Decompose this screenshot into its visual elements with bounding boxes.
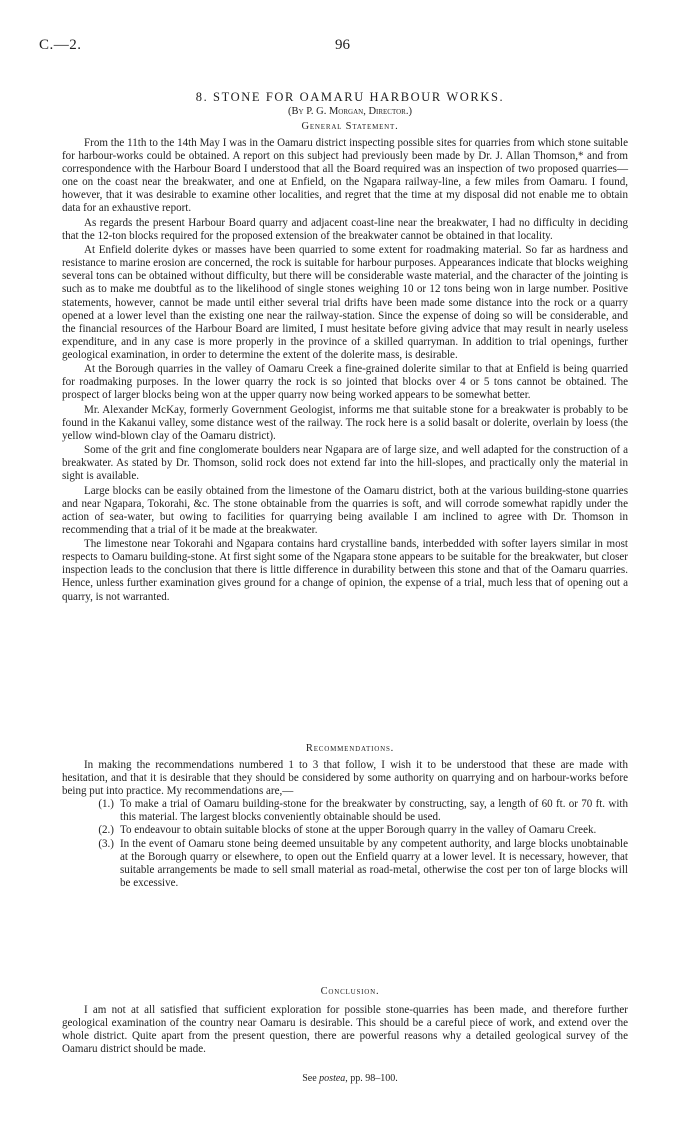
body-text bbox=[62, 137, 628, 605]
recommendation-text: To make a trial of Oamaru building-stone for the breakwater by constructing, say, a length of 60 ft. or 70 ft. with this material. The largest blocks conveniently obtainable should be used. bbox=[120, 798, 628, 824]
paragraph: As regards the present Harbour Board quarry and adjacent coast-line near the breakwater, I had no difficulty in deciding that the 12-ton blocks required for the proposed extension of the breakwater cannot be obtained in that locality. bbox=[62, 216, 628, 242]
recommendations-section bbox=[62, 759, 628, 890]
paragraph: Large blocks can be easily obtained from the limestone of the Oamaru district, both at the various building-stone quarries and near Ngapara, Tokorahi, &c. The stone obtainable from the quarries is soft, and will corrode somewhat rapidly under the action of sea-water, but owing to facilities for quarrying being available I am inclined to agree with Dr. Thomson in recommending that a trial of it be made at the breakwater. bbox=[62, 484, 628, 536]
recommendations-intro: In making the recommendations numbered 1 to 3 that follow, I wish it to be understood that these are made with hesitation, and that it is desirable that they should be considered by some authority on quarrying and on harbour-works before being put into practice. My recommendations are,— bbox=[62, 759, 628, 798]
conclusion-section bbox=[62, 1004, 628, 1058]
recommendation-number: (3.) bbox=[98, 837, 114, 850]
paragraph: At the Borough quarries in the valley of Oamaru Creek a fine-grained dolerite similar to that at Enfield is being quarried for roadmaking purposes. In the lower quarry the rock is so jointed that blocks over 4 or 5 tons cannot be obtained. The prospect of larger blocks being won at the upper quarry now being worked appears to be somewhat better. bbox=[62, 363, 628, 402]
recommendation-item bbox=[62, 838, 628, 890]
footnote-prefix: See bbox=[302, 1073, 320, 1084]
footnote-suffix: , pp. 98–100. bbox=[345, 1073, 398, 1084]
recommendation-number: (2.) bbox=[98, 824, 114, 837]
paragraph: From the 11th to the 14th May I was in the Oamaru district inspecting possible sites for quarries from which stone suitable for harbour-works could be obtained. A report on this subject had previously been made by Dr. J. Allan Thomson,* and from correspondence with the Harbour Board I understood that all the Board required was an inspection of two proposed quarries—one on the coast near the breakwater, and one at Enfield, on the Ngapara railway-line, a few miles from Oamaru. I found, however, that it was desirable to examine other localities, and regret that the time at my disposal did not enable me to obtain data for an exhaustive report. bbox=[62, 137, 628, 215]
recommendation-number: (1.) bbox=[98, 798, 114, 811]
paragraph: Mr. Alexander McKay, formerly Government Geologist, informs me that suitable stone for a breakwater is probably to be found in the Kakanui valley, some distance west of the railway. The rock here is a solid basalt or dolerite, overlain by loess (the yellow wind-blown clay of the Oamaru district). bbox=[62, 403, 628, 442]
recommendation-item bbox=[62, 824, 628, 837]
paragraph: At Enfield dolerite dykes or masses have been quarried to some extent for roadmaking material. So far as hardness and resistance to marine erosion are concerned, the rock is suitable for harbour purposes. Appearances indicate that blocks weighing several tons can be obtained without difficulty, but there will be considerable waste material, and the character of the jointing is such as to make me doubtful as to the likelihood of single stones weighing 10 or 12 tons being won in large number. Positive statements, however, cannot be made until either several trial drifts have been made some distance into the rock or a quarry opened at a lower level than the existing one near the railway-station. Since the expense of doing so will be considerable, and the financial resources of the Harbour Board are limited, I must hesitate before giving advice that may result in nearly useless expenditure, and in any case is more properly in the province of a skilled quarryman. In addition to trial openings, further geological examination, in order to determine the extent of the dolerite mass, is desirable. bbox=[62, 244, 628, 361]
page-number: 96 bbox=[335, 37, 350, 53]
paragraph: Some of the grit and fine conglomerate boulders near Ngapara are of large size, and well adapted for the construction of a breakwater. As stated by Dr. Thomson, solid rock does not extend far into the hill-slopes, and practically only the material in sight is available. bbox=[62, 444, 628, 483]
recommendation-item bbox=[62, 798, 628, 824]
footnote-italic: postea bbox=[319, 1073, 346, 1084]
recommendation-text: To endeavour to obtain suitable blocks of stone at the upper Borough quarry in the valley of Oamaru Creek. bbox=[120, 824, 597, 837]
recommendation-text: In the event of Oamaru stone being deemed unsuitable by any competent authority, and large blocks unobtainable at the Borough quarry or elsewhere, to open out the Enfield quarry at a lower level. It is necessary, however, that suitable arrangements be made to sell small material as road-metal, otherwise the cost per ton of large blocks will be excessive. bbox=[120, 837, 628, 889]
footnote bbox=[0, 1073, 700, 1084]
paragraph: The limestone near Tokorahi and Ngapara contains hard crystalline bands, interbedded with softer layers similar in most respects to Oamaru building-stone. At first sight some of the Ngapara stone appears to be suitable for the breakwater, but closer inspection leads to the conclusion that there is little difference in durability between this stone and that of the Oamaru quarries. Hence, unless further examination gives ground for a change of opinion, the expense of a trial, much less that of opening out a quarry, is not warranted. bbox=[62, 538, 628, 603]
conclusion-paragraph: I am not at all satisfied that sufficient exploration for possible stone-quarries has been made, and therefore further geological examination of the country near Oamaru is desirable. This should be a careful piece of work, and extend over the whole district. Quite apart from the present question, there are powerful reasons why a detailed geological survey of the Oamaru district should be made. bbox=[62, 1004, 628, 1056]
article-title: 8. STONE FOR OAMARU HARBOUR WORKS. bbox=[195, 90, 505, 104]
article-byline: (By P. G. Morgan, Director.) bbox=[288, 106, 412, 117]
general-statement-heading: General Statement. bbox=[301, 121, 399, 132]
conclusion-heading: Conclusion. bbox=[320, 986, 380, 997]
series-reference: C.—2. bbox=[39, 37, 82, 53]
recommendations-heading: Recommendations. bbox=[305, 743, 395, 754]
